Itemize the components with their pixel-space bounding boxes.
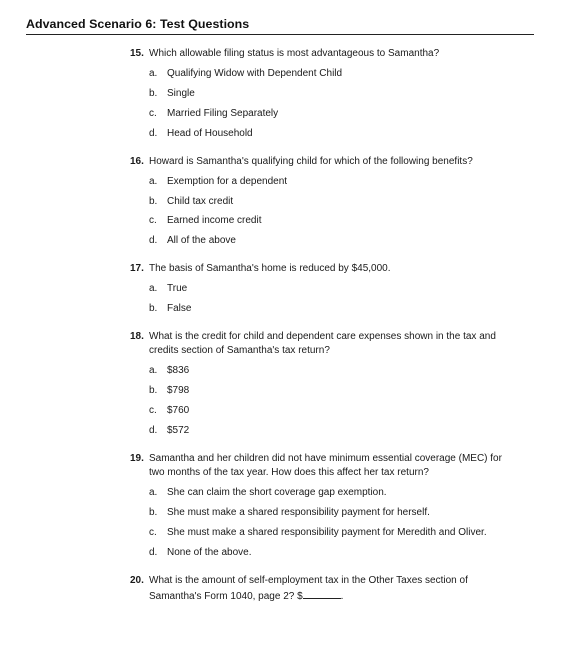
option-text: Head of Household [167,127,253,139]
question-text [130,155,530,169]
option-a [130,486,530,500]
option-a [130,67,530,81]
option-text: $798 [167,385,190,397]
option-text: She must make a shared responsibility payment for Meredith and Oliver. [167,526,487,538]
question-number: 19. [130,452,144,464]
option-letter: c. [149,405,157,417]
question-20 [130,574,530,604]
question-text [130,574,530,588]
question-text-continued [130,588,530,604]
option-letter: b. [149,506,158,518]
option-b [130,302,530,316]
option-letter: d. [149,235,158,247]
option-text: She must make a shared responsibility payment for herself. [167,506,430,518]
question-prompt-line-1: What is the credit for child and dependent care expenses shown in the tax and [149,331,496,343]
option-text: $836 [167,365,190,377]
option-a [130,175,530,189]
option-d [130,234,530,248]
question-19 [130,452,530,560]
option-a [130,364,530,378]
option-text: Married Filing Separately [167,107,279,119]
question-18 [130,330,530,438]
question-number: 18. [130,331,144,343]
option-letter: b. [149,303,158,315]
option-letter: d. [149,546,158,558]
option-letter: c. [149,215,157,227]
option-letter: a. [149,175,158,187]
answer-blank[interactable] [303,588,341,599]
option-letter: d. [149,127,158,139]
question-prompt: The basis of Samantha's home is reduced by $45,000. [149,263,391,275]
option-letter: b. [149,195,158,207]
option-text: Earned income credit [167,215,262,227]
option-letter: c. [149,526,157,538]
question-text [130,452,530,466]
option-text: $760 [167,405,190,417]
option-letter: c. [149,107,157,119]
option-text: False [167,303,192,315]
option-c [130,107,530,121]
option-list [130,282,530,316]
option-text: She can claim the short coverage gap exemption. [167,486,387,498]
question-prompt: Howard is Samantha's qualifying child for which of the following benefits? [149,155,473,167]
option-b [130,87,530,101]
question-text-continued [130,344,530,358]
question-prompt-line-2: two months of the tax year. How does this affect her tax return? [149,466,429,478]
option-text: $572 [167,424,190,436]
option-c [130,214,530,228]
question-text-continued [130,466,530,480]
option-text: None of the above. [167,546,252,558]
option-d [130,546,530,560]
option-list [130,364,530,438]
option-d [130,127,530,141]
question-prompt-line-1: Samantha and her children did not have minimum essential coverage (MEC) for [149,452,502,464]
option-letter: d. [149,424,158,436]
section-title: Advanced Scenario 6: Test Questions [26,17,250,31]
option-b [130,506,530,520]
option-text: Exemption for a dependent [167,175,288,187]
question-prompt-line-2: credits section of Samantha's tax return? [149,345,330,357]
option-letter: b. [149,385,158,397]
option-letter: b. [149,87,158,99]
question-text [130,47,530,61]
question-prompt: Which allowable filing status is most advantageous to Samantha? [149,48,440,59]
option-list [130,175,530,249]
option-text: True [167,283,188,295]
option-c [130,526,530,540]
section-header [26,17,534,35]
option-text: Child tax credit [167,195,234,207]
question-prompt-line-2: Samantha's Form 1040, page 2? $ [149,590,303,602]
option-list [130,67,530,141]
question-15 [130,47,530,141]
question-number: 15. [130,48,144,59]
question-16 [130,155,530,249]
question-text [130,262,530,276]
question-number: 16. [130,155,144,167]
option-c [130,404,530,418]
option-a [130,282,530,296]
question-list [130,47,530,604]
option-text: All of the above [167,235,236,247]
option-letter: a. [149,68,158,79]
option-b [130,195,530,209]
option-letter: a. [149,486,158,498]
question-prompt-suffix: . [340,590,344,602]
option-letter: a. [149,365,158,377]
question-number: 20. [130,574,144,586]
option-d [130,424,530,438]
question-prompt-line-1: What is the amount of self-employment tax in the Other Taxes section of [149,574,468,586]
question-number: 17. [130,263,144,275]
option-text: Qualifying Widow with Dependent Child [167,68,343,79]
question-17 [130,262,530,316]
option-letter: a. [149,283,158,295]
option-text: Single [167,87,195,99]
option-list [130,486,530,560]
question-text [130,330,530,344]
option-b [130,384,530,398]
